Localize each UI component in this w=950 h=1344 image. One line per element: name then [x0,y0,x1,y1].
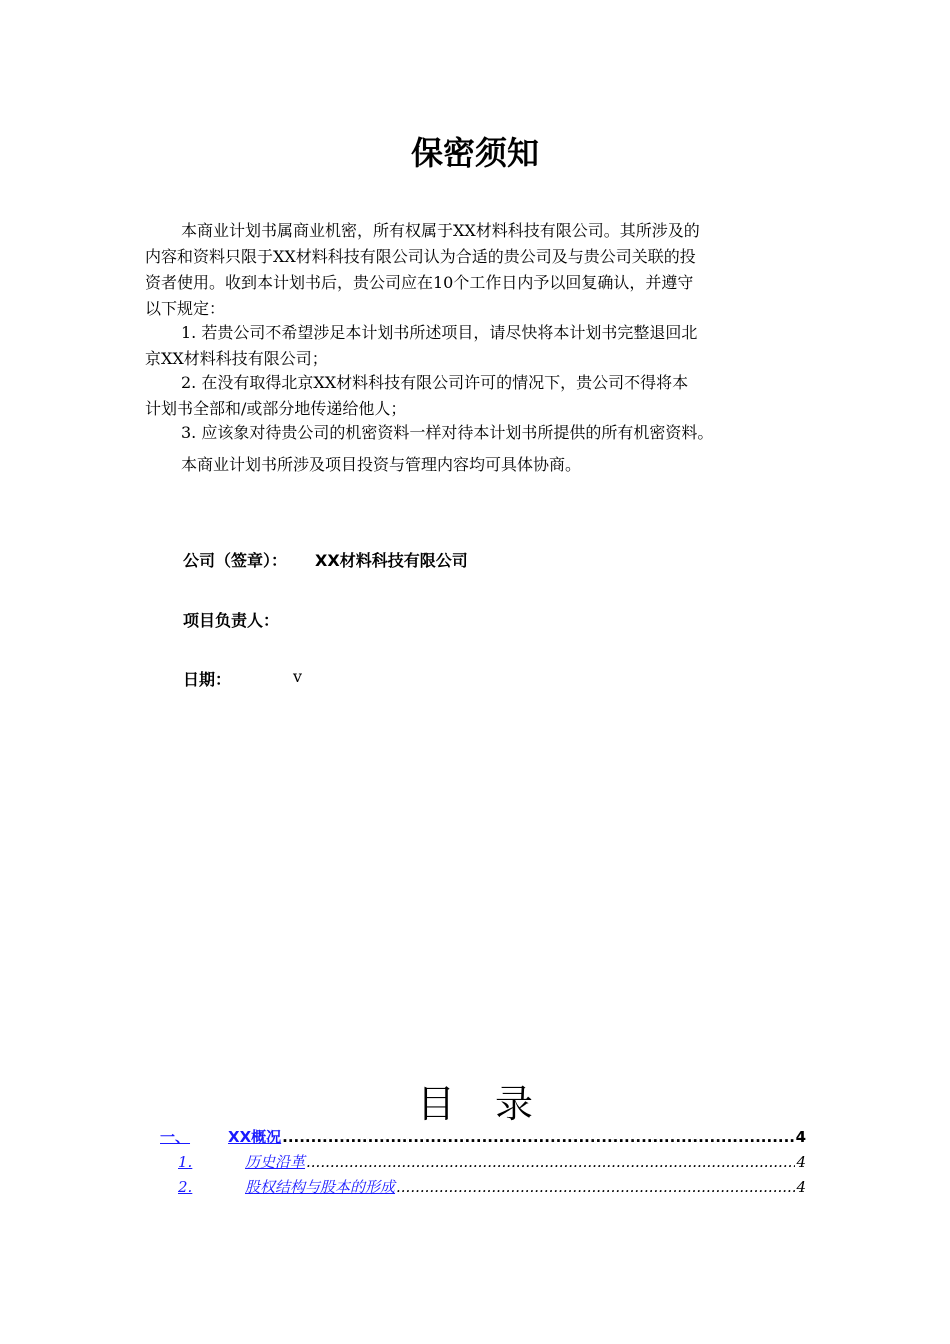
toc-entry-label[interactable]: 历史沿革 [245,1153,306,1171]
date-value: v [293,667,303,686]
notice-title: 保密须知 [410,134,539,172]
toc-entry[interactable] [178,1151,806,1175]
project-leader [183,608,279,631]
rule-3-line: 3. 应该象对待贵公司的机密资料一样对待本计划书所提供的所有机密资料。 [181,423,714,442]
toc-title: 目录 [416,1082,573,1126]
toc-entry-page: 4 [796,1178,806,1196]
company-value: XX材料科技有限公司 [315,551,468,570]
toc-leader-dots [396,1178,795,1196]
rule-1-line: 京XX材料科技有限公司； [145,349,328,368]
rule-1 [145,320,810,372]
rule-3 [145,420,825,446]
intro-line: 内容和资料只限于XX材料科技有限公司认为合适的贵公司及与贵公司关联的投 [145,247,696,266]
date-line [183,667,483,690]
toc-leader-dots [306,1153,795,1171]
rule-2-line: 2. 在没有取得北京XX材料科技有限公司许可的情况下，贵公司不得将本 [181,373,689,392]
rule-1-line: 1. 若贵公司不希望涉足本计划书所述项目，请尽快将本计划书完整退回北 [181,323,698,342]
toc-entry[interactable] [160,1126,806,1150]
rule-2-line: 计划书全部和/或部分地传递给他人； [145,399,407,418]
leader-label: 项目负责人： [183,611,280,630]
rule-2 [145,370,810,422]
intro-line: 本商业计划书属商业机密，所有权属于XX材料科技有限公司。其所涉及的 [181,221,700,240]
toc-entry-number[interactable]: 一、 [160,1128,191,1146]
toc-entry-label[interactable]: XX概况 [228,1128,282,1146]
toc-entry[interactable] [178,1176,806,1200]
toc-entry-page: 4 [796,1153,806,1171]
company-signature [183,548,468,571]
intro-paragraph [145,218,810,322]
date-label: 日期： [183,670,232,689]
toc-leader-dots [282,1128,794,1146]
toc-entry-number[interactable]: 1. [178,1153,193,1171]
intro-line: 以下规定： [145,299,226,318]
toc-entry-label[interactable]: 股权结构与股本的形成 [245,1178,396,1196]
closing-line: 本商业计划书所涉及项目投资与管理内容均可具体协商。 [181,455,582,474]
toc-entry-number[interactable]: 2. [178,1178,193,1196]
company-label: 公司（签章）： [183,551,288,570]
toc-entry-page: 4 [795,1128,806,1146]
closing-paragraph [145,452,810,478]
intro-line: 资者使用。收到本计划书后，贵公司应在10个工作日内予以回复确认，并遵守 [145,273,694,292]
